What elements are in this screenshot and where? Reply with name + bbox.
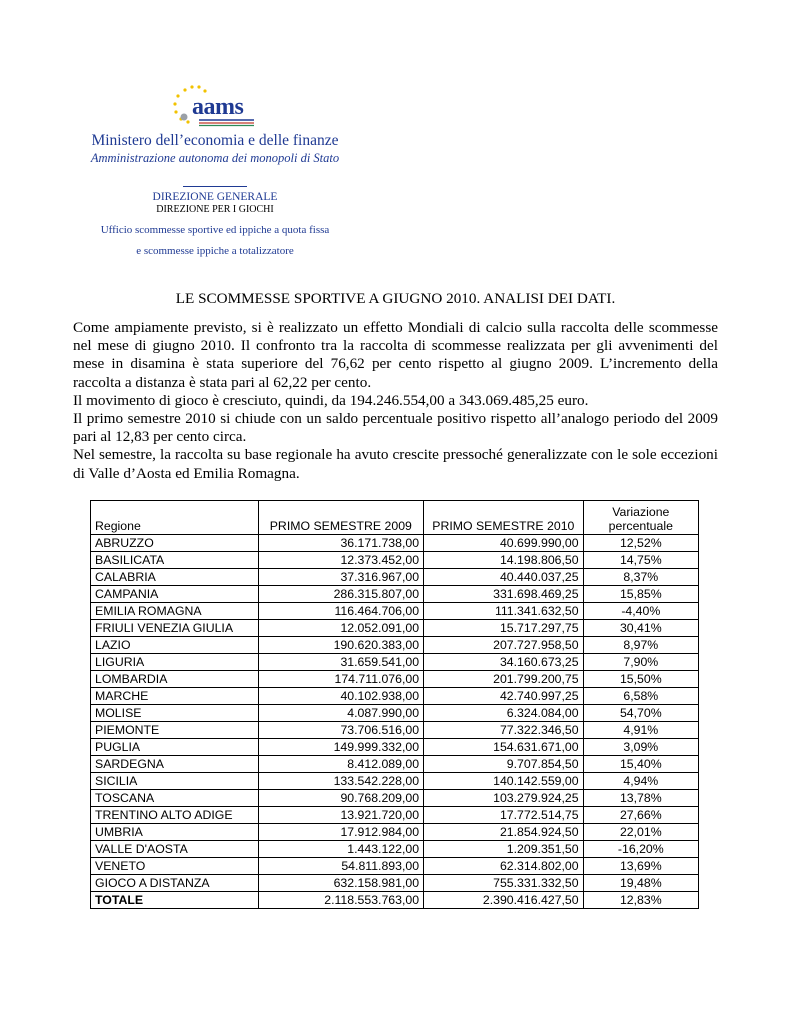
cell-region: SARDEGNA: [91, 756, 259, 773]
cell-2009: 12.052.091,00: [258, 620, 424, 637]
cell-variation: 6,58%: [583, 688, 698, 705]
cell-2010: 14.198.806,50: [424, 552, 584, 569]
cell-2009: 17.912.984,00: [258, 824, 424, 841]
cell-2009: 36.171.738,00: [258, 535, 424, 552]
document-body: [73, 319, 718, 483]
cell-2010: 6.324.084,00: [424, 705, 584, 722]
cell-2010: 40.440.037,25: [424, 569, 584, 586]
cell-2009: 40.102.938,00: [258, 688, 424, 705]
paragraph: Come ampiamente previsto, si è realizzato un effetto Mondiali di calcio sulla raccolta delle scommesse nel mese di giugno 2010. Il confronto tra la raccolta di scommesse realizzata per gli avvenimenti del mese in disamina è stata superiore del 76,62 per cento rispetto al giugno 2009. L’incremento della raccolta a distanza è stata pari al 62,22 per cento.: [73, 319, 718, 391]
paragraph: Nel semestre, la raccolta su base regionale ha avuto crescite pressoché generalizzate con le sole eccezioni di Valle d’Aosta ed Emilia Romagna.: [73, 446, 718, 482]
cell-region: SICILIA: [91, 773, 259, 790]
cell-region: ABRUZZO: [91, 535, 259, 552]
cell-2010: 755.331.332,50: [424, 875, 584, 892]
cell-2010: 40.699.990,00: [424, 535, 584, 552]
table-row: [91, 705, 699, 722]
cell-2010: 21.854.924,50: [424, 824, 584, 841]
table-row: [91, 875, 699, 892]
table-row: [91, 858, 699, 875]
cell-variation: 12,52%: [583, 535, 698, 552]
cell-2009: 2.118.553.763,00: [258, 892, 424, 909]
cell-variation: 4,91%: [583, 722, 698, 739]
cell-variation: 19,48%: [583, 875, 698, 892]
cell-variation: 14,75%: [583, 552, 698, 569]
cell-region: EMILIA ROMAGNA: [91, 603, 259, 620]
cell-variation: -4,40%: [583, 603, 698, 620]
header-variation-line1: Variazione: [612, 505, 670, 519]
cell-2010: 1.209.351,50: [424, 841, 584, 858]
cell-2009: 8.412.089,00: [258, 756, 424, 773]
table-row: [91, 586, 699, 603]
cell-region: UMBRIA: [91, 824, 259, 841]
table-row: [91, 654, 699, 671]
cell-variation: 7,90%: [583, 654, 698, 671]
cell-2010: 111.341.632,50: [424, 603, 584, 620]
cell-variation: 22,01%: [583, 824, 698, 841]
cell-variation: 30,41%: [583, 620, 698, 637]
paragraph: Il primo semestre 2010 si chiude con un saldo percentuale positivo rispetto all’analogo periodo del 2009 pari al 12,83 per cento circa.: [73, 410, 718, 446]
table-row: [91, 569, 699, 586]
cell-region: FRIULI VENEZIA GIULIA: [91, 620, 259, 637]
agency-name: Amministrazione autonoma dei monopoli di Stato: [90, 151, 340, 165]
cell-2010: 2.390.416.427,50: [424, 892, 584, 909]
cell-2009: 632.158.981,00: [258, 875, 424, 892]
cell-2009: 174.711.076,00: [258, 671, 424, 688]
cell-region: LAZIO: [91, 637, 259, 654]
cell-2009: 133.542.228,00: [258, 773, 424, 790]
table-row: [91, 790, 699, 807]
table-total-row: [91, 892, 699, 909]
cell-region: TOTALE: [91, 892, 259, 909]
cell-region: LOMBARDIA: [91, 671, 259, 688]
cell-2009: 73.706.516,00: [258, 722, 424, 739]
cell-2009: 190.620.383,00: [258, 637, 424, 654]
table-row: [91, 535, 699, 552]
cell-variation: 15,40%: [583, 756, 698, 773]
sub-direction-name: DIREZIONE PER I GIOCHI: [156, 204, 274, 215]
cell-region: MOLISE: [91, 705, 259, 722]
cell-variation: 54,70%: [583, 705, 698, 722]
cell-variation: 8,37%: [583, 569, 698, 586]
cell-2010: 103.279.924,25: [424, 790, 584, 807]
cell-region: GIOCO A DISTANZA: [91, 875, 259, 892]
direction-name: DIREZIONE GENERALE: [152, 191, 278, 203]
table-row: [91, 739, 699, 756]
cell-2010: 42.740.997,25: [424, 688, 584, 705]
table-row: [91, 552, 699, 569]
table-row: [91, 756, 699, 773]
cell-2009: 4.087.990,00: [258, 705, 424, 722]
cell-2010: 331.698.469,25: [424, 586, 584, 603]
aams-logo: [155, 82, 275, 132]
table-row: [91, 824, 699, 841]
cell-2010: 140.142.559,00: [424, 773, 584, 790]
cell-2009: 286.315.807,00: [258, 586, 424, 603]
cell-variation: 12,83%: [583, 892, 698, 909]
separator-line: [183, 186, 247, 187]
cell-region: CALABRIA: [91, 569, 259, 586]
cell-variation: 13,78%: [583, 790, 698, 807]
cell-region: VALLE D'AOSTA: [91, 841, 259, 858]
regional-betting-table: [90, 500, 699, 909]
cell-2010: 154.631.671,00: [424, 739, 584, 756]
ministry-name: Ministero dell’economia e delle finanze: [91, 132, 339, 149]
cell-2010: 207.727.958,50: [424, 637, 584, 654]
cell-variation: 15,50%: [583, 671, 698, 688]
cell-region: BASILICATA: [91, 552, 259, 569]
logo-text: aams: [192, 94, 244, 120]
header-2009: PRIMO SEMESTRE 2009: [258, 501, 424, 535]
cell-2009: 31.659.541,00: [258, 654, 424, 671]
letterhead: [60, 82, 370, 257]
cell-region: TOSCANA: [91, 790, 259, 807]
table-header-row: [91, 501, 699, 535]
table-row: [91, 841, 699, 858]
cell-region: PUGLIA: [91, 739, 259, 756]
cell-2009: 90.768.209,00: [258, 790, 424, 807]
table-row: [91, 637, 699, 654]
table-row: [91, 620, 699, 637]
cell-variation: 15,85%: [583, 586, 698, 603]
table-row: [91, 603, 699, 620]
cell-2010: 34.160.673,25: [424, 654, 584, 671]
table-row: [91, 773, 699, 790]
header-region: Regione: [91, 501, 259, 535]
cell-2009: 12.373.452,00: [258, 552, 424, 569]
cell-2009: 116.464.706,00: [258, 603, 424, 620]
header-variation: [583, 501, 698, 535]
table-row: [91, 688, 699, 705]
cell-region: TRENTINO ALTO ADIGE: [91, 807, 259, 824]
cell-variation: 4,94%: [583, 773, 698, 790]
paragraph: Il movimento di gioco è cresciuto, quindi, da 194.246.554,00 a 343.069.485,25 euro.: [73, 391, 589, 409]
cell-variation: 3,09%: [583, 739, 698, 756]
cell-2009: 13.921.720,00: [258, 807, 424, 824]
cell-2009: 149.999.332,00: [258, 739, 424, 756]
cell-2010: 62.314.802,00: [424, 858, 584, 875]
cell-2009: 54.811.893,00: [258, 858, 424, 875]
header-2010: PRIMO SEMESTRE 2010: [424, 501, 584, 535]
office-line-2: e scommesse ippiche a totalizzatore: [136, 245, 294, 257]
cell-variation: 8,97%: [583, 637, 698, 654]
cell-variation: -16,20%: [583, 841, 698, 858]
cell-2009: 1.443.122,00: [258, 841, 424, 858]
cell-2010: 77.322.346,50: [424, 722, 584, 739]
cell-region: PIEMONTE: [91, 722, 259, 739]
cell-region: LIGURIA: [91, 654, 259, 671]
office-line-1: Ufficio scommesse sportive ed ippiche a quota fissa: [100, 224, 330, 236]
cell-variation: 13,69%: [583, 858, 698, 875]
cell-2010: 9.707.854,50: [424, 756, 584, 773]
cell-region: VENETO: [91, 858, 259, 875]
cell-2010: 17.772.514,75: [424, 807, 584, 824]
cell-2010: 15.717.297,75: [424, 620, 584, 637]
cell-2010: 201.799.200,75: [424, 671, 584, 688]
document-title: LE SCOMMESSE SPORTIVE A GIUGNO 2010. ANALISI DEI DATI.: [175, 290, 616, 307]
table-row: [91, 722, 699, 739]
cell-region: MARCHE: [91, 688, 259, 705]
cell-variation: 27,66%: [583, 807, 698, 824]
cell-region: CAMPANIA: [91, 586, 259, 603]
table-row: [91, 671, 699, 688]
header-variation-line2: percentuale: [608, 519, 673, 533]
table-row: [91, 807, 699, 824]
cell-2009: 37.316.967,00: [258, 569, 424, 586]
